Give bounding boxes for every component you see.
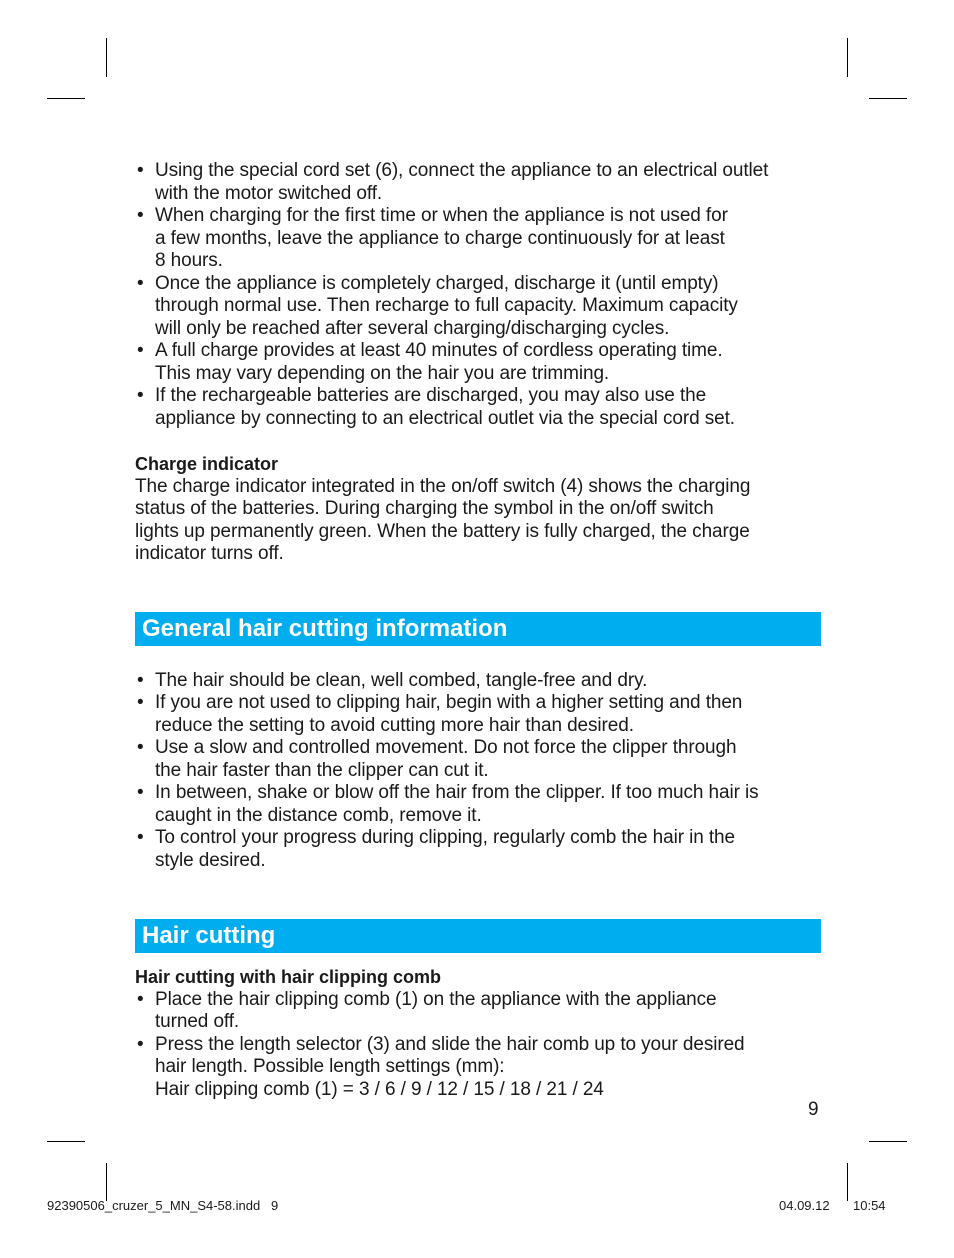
bullet-icon: •	[137, 669, 144, 691]
bullet-line: with the motor switched off.	[155, 182, 383, 204]
bullet-line: To control your progress during clipping, regularly comb the hair in the	[155, 827, 735, 848]
bullet-line: A full charge provides at least 40 minutes of cordless operating time.	[155, 340, 723, 361]
list-item	[135, 827, 821, 872]
bullet-icon: •	[137, 737, 144, 758]
crop-mark-bottom-right-horizontal	[869, 1141, 907, 1142]
paragraph-line: The charge indicator integrated in the on/off switch (4) shows the charging	[135, 475, 751, 497]
list-item	[135, 160, 821, 205]
bullet-line: Hair clipping comb (1) = 3 / 6 / 9 / 12 / 15 / 18 / 21 / 24	[155, 1078, 604, 1100]
charging-bullet-list	[135, 160, 821, 430]
list-item	[135, 1034, 821, 1102]
paragraph-line: status of the batteries. During charging the symbol in the on/off switch	[135, 498, 714, 519]
bullet-line: When charging for the first time or when the appliance is not used for	[155, 205, 728, 226]
hair-cutting-subheading: Hair cutting with hair clipping comb	[135, 967, 442, 987]
bullet-icon: •	[137, 827, 144, 848]
crop-mark-bottom-left-horizontal	[47, 1141, 85, 1142]
page-number: 9	[808, 1099, 819, 1120]
bullet-icon: •	[137, 340, 144, 361]
bullet-line: will only be reached after several charging/discharging cycles.	[155, 317, 670, 339]
list-item	[135, 692, 821, 737]
page-content	[135, 160, 821, 1101]
bullet-icon: •	[137, 272, 144, 294]
paragraph-line: indicator turns off.	[135, 543, 284, 564]
bullet-line: Place the hair clipping comb (1) on the appliance with the appliance	[155, 988, 717, 1010]
bullet-line: style desired.	[155, 849, 266, 871]
bullet-icon: •	[137, 205, 144, 226]
bullet-line: If you are not used to clipping hair, begin with a higher setting and then	[155, 692, 743, 713]
list-item	[135, 205, 821, 273]
bullet-icon: •	[137, 160, 144, 181]
crop-mark-top-left-horizontal	[47, 98, 85, 99]
crop-mark-top-left-vertical	[106, 38, 107, 77]
bullet-line: hair length. Possible length settings (mm):	[155, 1056, 505, 1077]
bullet-line: In between, shake or blow off the hair from the clipper. If too much hair is	[155, 782, 759, 803]
bullet-line: turned off.	[155, 1011, 240, 1032]
bullet-line: caught in the distance comb, remove it.	[155, 804, 482, 826]
bullet-line: Once the appliance is completely charged, discharge it (until empty)	[155, 272, 719, 294]
bullet-icon: •	[137, 1033, 144, 1055]
list-item	[135, 782, 821, 827]
bullet-line: Press the length selector (3) and slide the hair comb up to your desired	[155, 1033, 745, 1055]
bullet-line: the hair faster than the clipper can cut it.	[155, 759, 489, 781]
bullet-line: Use a slow and controlled movement. Do not force the clipper through	[155, 737, 737, 758]
bullet-icon: •	[137, 385, 144, 406]
bullet-line: 8 hours.	[155, 250, 223, 271]
bullet-icon: •	[137, 692, 144, 713]
list-item	[135, 273, 821, 341]
bullet-icon: •	[137, 988, 144, 1010]
bullet-line: If the rechargeable batteries are discharged, you may also use the	[155, 385, 707, 406]
crop-mark-top-right-horizontal	[869, 98, 907, 99]
paragraph-line: lights up permanently green. When the battery is fully charged, the charge	[135, 520, 750, 542]
list-item	[135, 340, 821, 385]
hair-cutting-bullet-list	[135, 989, 821, 1102]
bullet-line: a few months, leave the appliance to charge continuously for at least	[155, 227, 725, 249]
footer-file-name: 92390506_cruzer_5_MN_S4-58.indd 9	[47, 1198, 279, 1213]
bullet-line: through normal use. Then recharge to full capacity. Maximum capacity	[155, 295, 738, 316]
bullet-icon: •	[137, 782, 144, 803]
footer-date: 04.09.12	[779, 1198, 830, 1213]
charge-indicator-heading: Charge indicator	[135, 454, 279, 474]
footer-time: 10:54	[853, 1198, 886, 1213]
crop-mark-top-right-vertical	[847, 38, 848, 77]
list-item	[135, 670, 821, 693]
bullet-line: The hair should be clean, well combed, tangle-free and dry.	[155, 669, 648, 691]
general-bullet-list	[135, 670, 821, 873]
bullet-line: reduce the setting to avoid cutting more hair than desired.	[155, 714, 634, 736]
list-item	[135, 989, 821, 1034]
charge-indicator-paragraph	[135, 476, 821, 566]
section-title-general-hair-cutting: General hair cutting information	[135, 612, 821, 646]
crop-mark-bottom-left-vertical	[106, 1163, 107, 1201]
crop-mark-bottom-right-vertical	[847, 1163, 848, 1201]
section-title-hair-cutting: Hair cutting	[135, 919, 821, 953]
list-item	[135, 737, 821, 782]
list-item	[135, 385, 821, 430]
bullet-line: appliance by connecting to an electrical outlet via the special cord set.	[155, 407, 735, 429]
bullet-line: This may vary depending on the hair you are trimming.	[155, 362, 610, 384]
bullet-line: Using the special cord set (6), connect the appliance to an electrical outlet	[155, 160, 769, 181]
